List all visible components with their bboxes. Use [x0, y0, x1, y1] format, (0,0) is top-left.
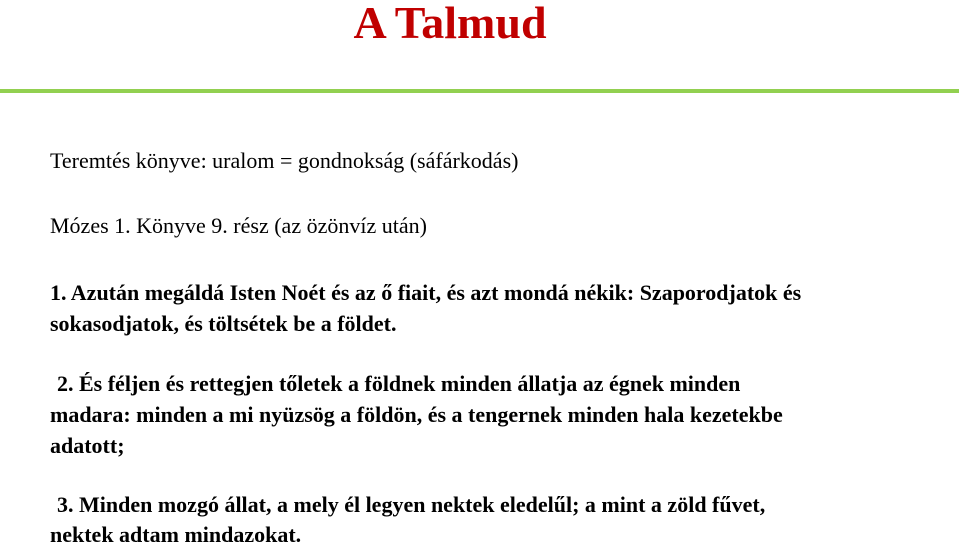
- verse-1-line-1: 1. Azután megáldá Isten Noét és az ő fiait, és azt mondá nékik: Szaporodjatok és: [50, 280, 802, 305]
- verse-3-line-2: nektek adtam mindazokat.: [50, 522, 302, 547]
- verse-2-line-3: adatott;: [50, 433, 125, 458]
- verse-1-line-2: sokasodjatok, és töltsétek be a földet.: [50, 311, 397, 336]
- verse-3-line-1: 3. Minden mozgó állat, a mely él legyen nektek eledelűl; a mint a zöld fűvet,: [57, 492, 766, 517]
- page-title: A Talmud: [353, 0, 547, 48]
- verse-2-line-1: 2. És féljen és rettegjen tőletek a földnek minden állatja az égnek minden: [57, 371, 741, 396]
- title-divider: [0, 89, 959, 93]
- subheading-genesis: Teremtés könyve: uralom = gondnokság (sáfárkodás): [50, 148, 519, 173]
- verse-2-line-2: madara: minden a mi nyüzsög a földön, és a tengernek minden hala kezetekbe: [50, 402, 783, 427]
- subheading-chapter: Mózes 1. Könyve 9. rész (az özönvíz után): [50, 213, 427, 238]
